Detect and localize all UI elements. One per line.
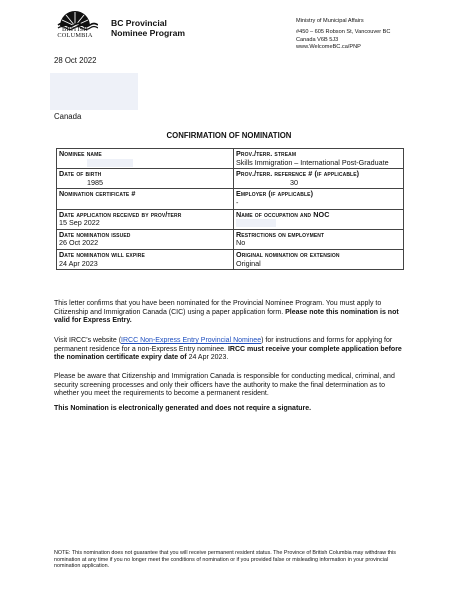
footer-note: NOTE: This nomination does not guarantee that you will receive permanent resident status. The Province of British Columbia may withdraw this nomination at any time if you no longer meet the conditions of nomination or if you provided false or misleading information in your provincial nomination application. xyxy=(54,550,396,570)
ircc-provincial-nominee-link[interactable]: IRCC Non-Express Entry Provincial Nominee xyxy=(121,337,262,344)
certificate-label: Nomination certificate # xyxy=(59,189,136,199)
ircc-deadline-bold: IRCC must receive your complete application before the nomination certificate expiry date of xyxy=(54,345,402,362)
reference-label: Prov./terr. reference # (if applicable) xyxy=(236,169,360,179)
program-title-line1: BC Provincial xyxy=(111,18,167,28)
logo-wordmark xyxy=(50,27,100,40)
dob-cell xyxy=(57,169,234,189)
reference-value: 30 xyxy=(290,177,298,187)
stream-cell xyxy=(234,149,404,169)
paragraph-screening xyxy=(54,373,406,399)
expiry-date-cell xyxy=(57,249,234,269)
address-street: #450 – 605 Robson St, Vancouver BC xyxy=(296,28,391,35)
nominee-name-cell xyxy=(57,149,234,169)
stream-value: Skills Immigration – International Post-Graduate xyxy=(236,157,389,167)
logo-text-line2: COLUMBIA xyxy=(57,32,93,40)
table-row xyxy=(57,149,404,169)
address-postal: Canada V6B 5J3 xyxy=(296,36,339,43)
table-row xyxy=(57,229,404,249)
employer-cell xyxy=(234,189,404,209)
occupation-label: Name of occupation and NOC xyxy=(236,209,330,219)
received-date-label: Date application received by prov/terr xyxy=(59,209,182,219)
ircc-text-mid: ) for instructions and forms for applying for permanent residence for a non-Express Entry nominee. xyxy=(54,337,393,353)
table-row xyxy=(57,209,404,229)
express-entry-warning: Please note this nomination is not valid for Express Entry. xyxy=(54,308,399,325)
confirmation-text: This letter confirms that you have been nominated for the Provincial Nominee Program. You must apply to Citizenship and Immigration Canada (CIC) using a paper application form. xyxy=(54,300,382,316)
table-row xyxy=(57,189,404,209)
expiry-date-label: Date nomination will expire xyxy=(59,249,145,259)
restrictions-cell xyxy=(234,229,404,249)
employer-label: Employer (if applicable) xyxy=(236,189,314,199)
occupation-cell xyxy=(234,209,404,229)
ircc-text-pre: Visit IRCC’s website ( xyxy=(54,337,122,344)
nominee-name-label: Nominee name xyxy=(59,149,102,158)
issued-date-cell xyxy=(57,229,234,249)
occupation-value xyxy=(236,219,401,228)
recipient-country: Canada xyxy=(54,112,82,121)
nominee-name-value xyxy=(59,159,231,168)
table-row xyxy=(57,169,404,189)
restrictions-label: Restrictions on employment xyxy=(236,229,325,239)
redacted-occupation xyxy=(236,219,276,227)
table-row xyxy=(57,249,404,269)
issued-date-label: Date nomination issued xyxy=(59,229,131,239)
received-date-value: 15 Sep 2022 xyxy=(59,218,100,228)
electronic-signature-note: This Nomination is electronically generated and does not require a signature. xyxy=(54,405,312,412)
paragraph-ircc-instructions xyxy=(54,337,406,363)
reference-cell xyxy=(234,169,404,189)
original-extension-value: Original xyxy=(236,258,261,268)
paragraph-confirmation xyxy=(54,300,406,326)
letter-date: 28 Oct 2022 xyxy=(54,56,97,65)
ministry-name: Ministry of Municipal Affairs xyxy=(296,18,364,24)
expiry-date-value: 24 Apr 2023 xyxy=(59,258,98,268)
program-title-line2: Nominee Program xyxy=(111,28,186,38)
screening-text: Please be aware that Citizenship and Immigration Canada is responsible for conducting medical, criminal, and security screening processes and only their officers have the authority to make the final determination as to whether you meet the requirements to become a permanent resident. xyxy=(54,373,395,398)
paragraph-signature-note xyxy=(54,405,406,414)
received-date-cell xyxy=(57,209,234,229)
redacted-name xyxy=(87,159,133,167)
ircc-deadline-date: 24 Apr 2023. xyxy=(186,354,229,362)
ministry-address xyxy=(296,18,390,52)
original-extension-cell xyxy=(234,249,404,269)
certificate-cell xyxy=(57,189,234,209)
redacted-address-block xyxy=(50,73,138,110)
dob-value: 1985 xyxy=(87,177,103,187)
program-title xyxy=(111,18,185,38)
original-extension-label: Original nomination or extension xyxy=(236,249,340,259)
issued-date-value: 26 Oct 2022 xyxy=(59,238,99,248)
dob-label: Date of birth xyxy=(59,169,102,179)
restrictions-value: No xyxy=(236,238,246,248)
address-website: www.WelcomeBC.ca/PNP xyxy=(296,44,361,51)
logo-text-line1: BRITISH xyxy=(62,26,88,33)
employer-value: - xyxy=(236,197,239,207)
document-title: CONFIRMATION OF NOMINATION xyxy=(166,131,292,140)
stream-label: Prov./terr. stream xyxy=(236,149,297,158)
nomination-details-table xyxy=(56,148,404,270)
